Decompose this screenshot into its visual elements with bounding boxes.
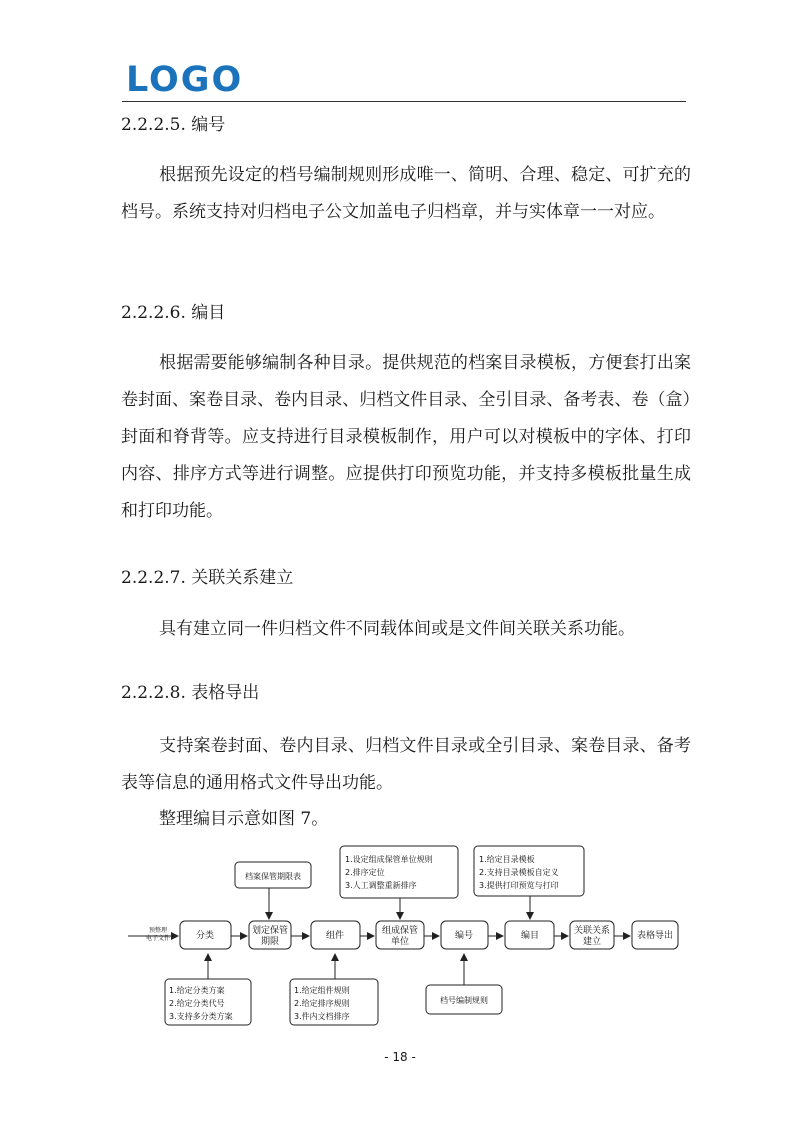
svg-text:1.设定组成保管单位规则: 1.设定组成保管单位规则 <box>345 855 433 864</box>
page-number: - 18 - <box>384 1050 416 1064</box>
svg-text:3.支持多分类方案: 3.支持多分类方案 <box>169 1012 233 1021</box>
header-divider <box>122 101 686 102</box>
process-box-cataloging <box>505 921 554 949</box>
svg-text:档号编制规则: 档号编制规则 <box>440 996 488 1005</box>
section-paragraph: 支持案卷封面、卷内目录、归档文件目录或全引目录、案卷目录、备考表等信息的通用格式文件导出功能。 <box>121 736 691 793</box>
svg-text:2.排序定位: 2.排序定位 <box>345 868 385 877</box>
note-storage-unit-rules <box>340 846 458 898</box>
process-box-assemble <box>311 921 360 949</box>
svg-text:建立: 建立 <box>582 937 602 947</box>
svg-text:档案保管期限表: 档案保管期限表 <box>245 872 301 881</box>
note-assembly-rules <box>290 979 378 1025</box>
svg-text:3.提供打印预览与打印: 3.提供打印预览与打印 <box>479 881 559 890</box>
process-box-export <box>632 921 678 949</box>
figure-reference: 整理编目示意如图 7。 <box>159 809 329 829</box>
svg-text:1.给定组件规则: 1.给定组件规则 <box>294 986 350 995</box>
process-box-relation <box>570 921 614 949</box>
svg-text:1.给定分类方案: 1.给定分类方案 <box>169 986 225 995</box>
archive-flow-diagram <box>120 840 690 1030</box>
note-retention-table <box>235 862 311 888</box>
note-catalog-templates <box>474 846 584 896</box>
svg-text:2.支持目录模板自定义: 2.支持目录模板自定义 <box>479 868 559 877</box>
section-heading-2-2-2-5: 2.2.2.5. 编号 <box>121 115 226 135</box>
svg-text:电子文件: 电子文件 <box>145 935 171 942</box>
input-label <box>146 926 170 942</box>
svg-text:单位: 单位 <box>390 937 410 947</box>
svg-text:划定保管: 划定保管 <box>251 926 289 936</box>
svg-text:预整理: 预整理 <box>148 927 168 934</box>
logo: LOGO <box>126 60 244 100</box>
svg-text:关联关系: 关联关系 <box>573 926 611 936</box>
svg-text:分类: 分类 <box>195 931 215 941</box>
svg-text:编目: 编目 <box>520 931 540 941</box>
note-archive-number-rules <box>426 985 502 1014</box>
svg-text:3.件内文档排序: 3.件内文档排序 <box>294 1012 350 1021</box>
section-heading-2-2-2-8: 2.2.2.8. 表格导出 <box>121 683 260 703</box>
process-box-storage-unit <box>376 921 424 949</box>
svg-text:2.给定分类代号: 2.给定分类代号 <box>169 999 225 1008</box>
section-heading-2-2-2-6: 2.2.2.6. 编目 <box>121 303 226 323</box>
svg-text:1.给定目录模板: 1.给定目录模板 <box>479 855 535 864</box>
svg-text:2.给定排序规则: 2.给定排序规则 <box>294 999 350 1008</box>
section-paragraph: 根据预先设定的档号编制规则形成唯一、简明、合理、稳定、可扩充的档号。系统支持对归档电子公文加盖电子归档章，并与实体章一一对应。 <box>121 165 691 222</box>
process-box-classify <box>180 921 231 949</box>
section-paragraph: 根据需要能够编制各种目录。提供规范的档案目录模板，方便套打出案卷封面、案卷目录、卷内目录、归档文件目录、全引目录、备考表、卷（盒）封面和脊背等。应支持进行目录模板制作，用户可以对模板中的字体、打印内容、排序方式等进行调整。应提供打印预览功能，并支持多模板批量生成和打印功能。 <box>121 353 691 521</box>
svg-text:3.人工调整重新排序: 3.人工调整重新排序 <box>345 881 417 890</box>
svg-text:编号: 编号 <box>454 931 474 941</box>
process-box-retention <box>249 921 291 949</box>
svg-text:表格导出: 表格导出 <box>636 931 674 941</box>
svg-text:期限: 期限 <box>260 937 280 947</box>
svg-text:组成保管: 组成保管 <box>381 926 419 936</box>
svg-text:组件: 组件 <box>325 931 345 941</box>
process-box-numbering <box>441 921 488 949</box>
section-paragraph: 具有建立同一件归档文件不同载体间或是文件间关联关系功能。 <box>159 619 635 639</box>
note-classification-rules <box>165 979 251 1025</box>
section-heading-2-2-2-7: 2.2.2.7. 关联关系建立 <box>121 568 294 588</box>
